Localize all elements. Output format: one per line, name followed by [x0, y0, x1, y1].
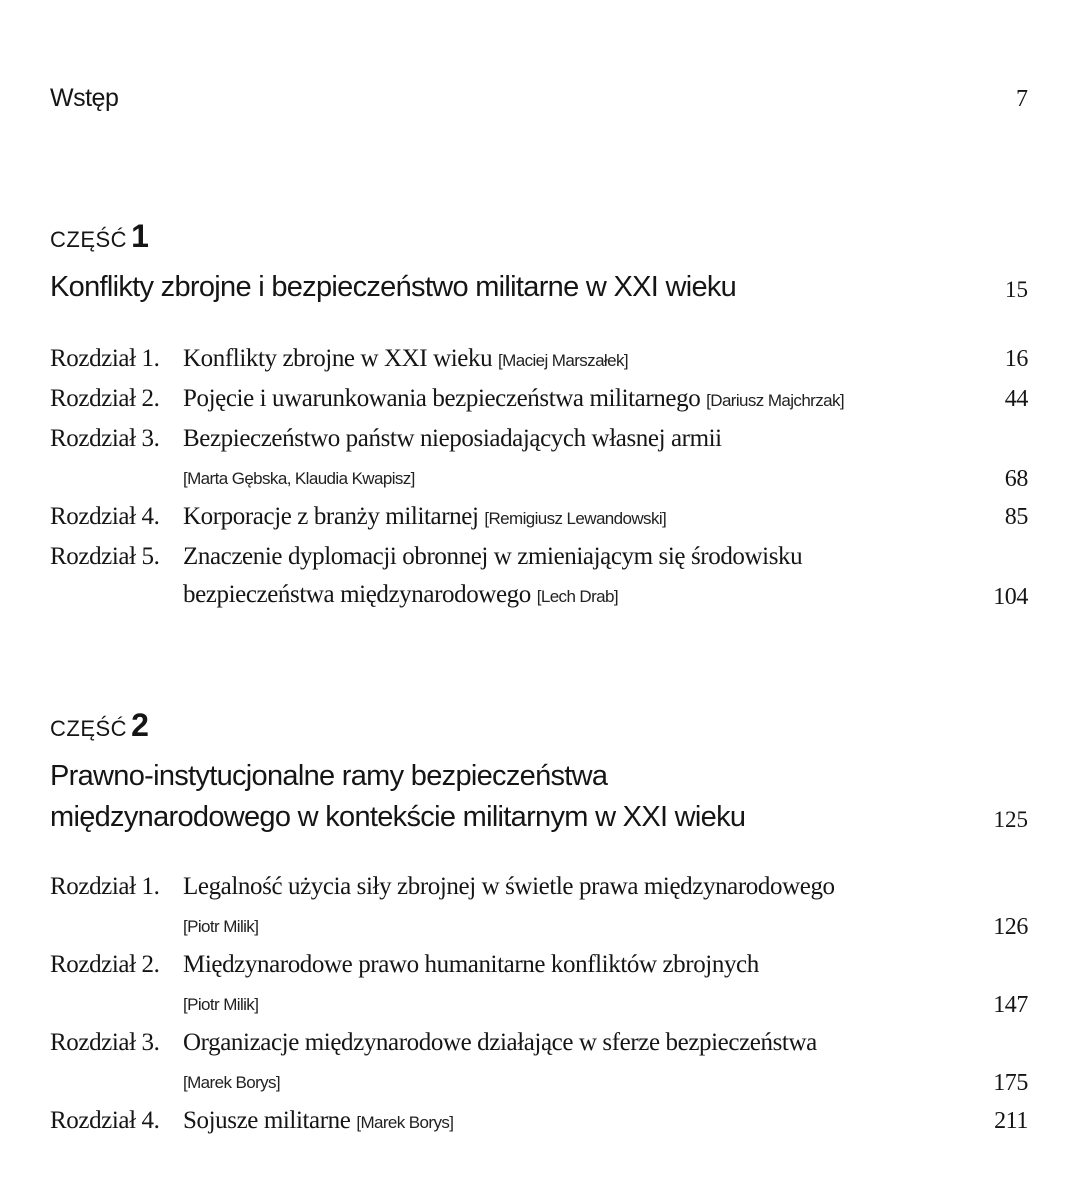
- chapter-label: Rozdział 3.: [50, 1029, 160, 1056]
- chapter-page-number: 104: [993, 584, 1028, 610]
- chapter-author: [Maciej Marszałek]: [498, 351, 628, 370]
- chapter-page-number: 175: [993, 1070, 1028, 1096]
- chapter-author: [Dariusz Majchrzak]: [706, 391, 845, 410]
- part-label-text: CZĘŚĆ: [50, 227, 128, 252]
- chapter-title: Korporacje z branży militarnej: [183, 503, 479, 530]
- chapter-entry: [50, 340, 1028, 380]
- chapter-title: Organizacje międzynarodowe działające w sferze bezpieczeństwa: [183, 1029, 817, 1056]
- chapter-entry: [50, 380, 1028, 420]
- chapter-title: Legalność użycia siły zbrojnej w świetle prawa międzynarodowego: [183, 873, 835, 900]
- chapter-page-number: 85: [1004, 504, 1028, 530]
- chapter-entry: [50, 1102, 1028, 1142]
- chapter-entry: [50, 1024, 1028, 1102]
- intro-title: Wstęp: [50, 84, 119, 112]
- chapter-label: Rozdział 2.: [50, 951, 160, 978]
- part-number: 2: [131, 707, 149, 743]
- part-number: 1: [131, 218, 149, 254]
- chapter-title: Międzynarodowe prawo humanitarne konfliktów zbrojnych: [183, 951, 759, 978]
- chapter-author: [Marek Borys]: [183, 1073, 281, 1092]
- part-label: [50, 707, 1028, 744]
- part-title: [50, 267, 950, 308]
- chapter-author: [Marek Borys]: [356, 1113, 454, 1132]
- chapter-list: [50, 868, 1028, 1142]
- part-section-1: [50, 218, 1028, 616]
- chapter-title: Bezpieczeństwo państw nieposiadających własnej armii: [183, 425, 722, 452]
- chapter-label: Rozdział 1.: [50, 873, 160, 900]
- chapter-title: Znaczenie dyplomacji obronnej w zmieniającym się środowisku: [183, 543, 803, 570]
- part-label-text: CZĘŚĆ: [50, 716, 128, 741]
- chapter-label: Rozdział 4.: [50, 503, 160, 530]
- part-title-row: [50, 267, 1028, 308]
- part-label: [50, 218, 1028, 255]
- chapter-label: Rozdział 2.: [50, 385, 160, 412]
- chapter-author: [Marta Gębska, Klaudia Kwapisz]: [183, 469, 415, 488]
- chapter-author: [Lech Drab]: [536, 587, 618, 606]
- chapter-author: [Piotr Milik]: [183, 995, 259, 1014]
- chapter-title: Pojęcie i uwarunkowania bezpieczeństwa militarnego: [183, 385, 701, 412]
- part-page-number: 125: [993, 807, 1028, 832]
- chapter-page-number: 44: [1004, 386, 1028, 412]
- chapter-entry: [50, 946, 1028, 1024]
- part-title: [50, 756, 950, 838]
- chapter-list: [50, 340, 1028, 616]
- chapter-label: Rozdział 5.: [50, 543, 160, 570]
- intro-page-number: 7: [1016, 86, 1028, 112]
- chapter-label: Rozdział 4.: [50, 1107, 160, 1134]
- chapter-label: Rozdział 3.: [50, 425, 160, 452]
- part-title-row: [50, 756, 1028, 838]
- part-title-line: międzynarodowego w kontekście militarnym w XXI wieku: [50, 801, 746, 833]
- chapter-entry: [50, 868, 1028, 946]
- chapter-title-continuation: bezpieczeństwa międzynarodowego: [183, 581, 531, 608]
- chapter-page-number: 126: [993, 914, 1028, 940]
- chapter-page-number: 211: [994, 1108, 1028, 1134]
- part-section-2: [50, 707, 1028, 1142]
- chapter-entry: [50, 538, 1028, 616]
- chapter-author: [Piotr Milik]: [183, 917, 259, 936]
- chapter-page-number: 16: [1004, 346, 1028, 372]
- chapter-page-number: 68: [1004, 466, 1028, 492]
- part-page-number: 15: [1005, 277, 1028, 302]
- chapter-page-number: 147: [993, 992, 1028, 1018]
- chapter-title: Sojusze militarne: [183, 1107, 351, 1134]
- toc-entry-intro: [50, 84, 1028, 118]
- chapter-label: Rozdział 1.: [50, 345, 160, 372]
- chapter-author: [Remigiusz Lewandowski]: [484, 509, 667, 528]
- chapter-entry: [50, 420, 1028, 498]
- chapter-entry: [50, 498, 1028, 538]
- chapter-title: Konflikty zbrojne w XXI wieku: [183, 345, 493, 372]
- part-title-line: Prawno-instytucjonalne ramy bezpieczeństwa: [50, 760, 608, 792]
- part-title-line: Konflikty zbrojne i bezpieczeństwo militarne w XXI wieku: [50, 271, 737, 303]
